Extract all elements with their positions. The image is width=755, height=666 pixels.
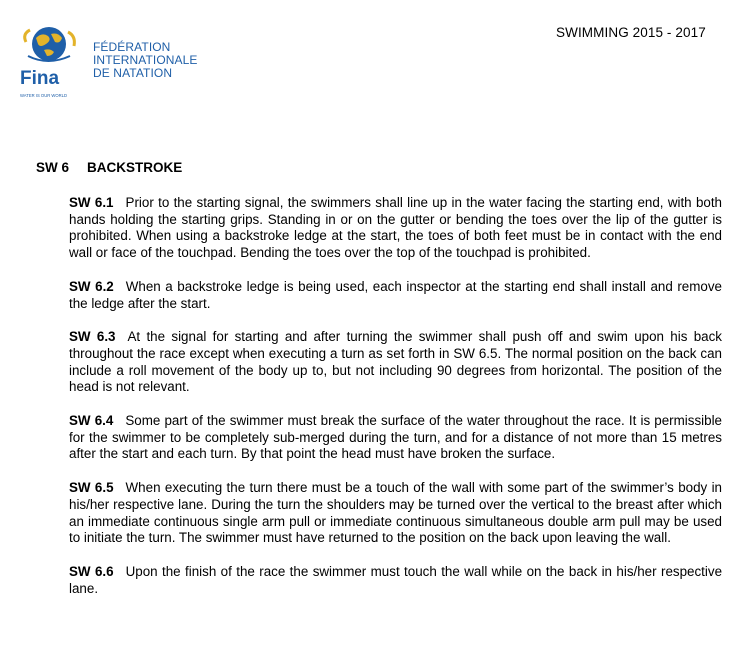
- org-name-line: FÉDÉRATION: [93, 40, 171, 54]
- rule-text: When executing the turn there must be a touch of the wall with some part of the swimmer’s body in his/her respective lane. During the turn the shoulders may be turned over the vertical to the breast after which an immediate continuous single arm pull or immediate continuous simultaneous double arm pull may be used to initiate the turn. The swimmer must have returned to the position on the back upon leaving the wall.: [69, 480, 723, 546]
- rule-id: SW 6.6: [69, 563, 114, 579]
- rule-paragraph: [69, 480, 722, 547]
- rules-list: [69, 195, 722, 614]
- rule-text: Upon the finish of the race the swimmer must touch the wall while on the back in his/her respective lane.: [69, 563, 723, 596]
- fina-logo-mark: [18, 22, 80, 100]
- rule-id: SW 6.3: [69, 329, 116, 345]
- rule-paragraph: [69, 195, 722, 262]
- logo-tagline: WATER IS OUR WORLD: [20, 93, 67, 98]
- rule-paragraph: [69, 329, 722, 396]
- section-title: BACKSTROKE: [87, 160, 183, 175]
- rule-text: At the signal for starting and after turning the swimmer shall push off and swim upon his back throughout the race except when executing a turn as set forth in SW 6.5. The normal position on the back can include a roll movement of the body up to, but not including 90 degrees from horizontal. The position of the head is not relevant.: [69, 329, 723, 395]
- section-number: SW 6: [36, 160, 70, 175]
- org-name: [93, 41, 198, 80]
- section-heading: [36, 160, 182, 175]
- globe-icon: [32, 27, 66, 61]
- rule-paragraph: [69, 564, 722, 597]
- fina-logo: [18, 22, 218, 102]
- rule-text: Prior to the starting signal, the swimmers shall line up in the water facing the starting end, with both hands holding the starting grips. Standing in or on the gutter or bending the toes over the lip of the gutter is prohibited. When using a backstroke ledge at the start, the toes of both feet must be in contact with the end wall or face of the touchpad. Bending the toes over the top of the touchpad is prohibited.: [69, 195, 723, 261]
- rule-paragraph: [69, 279, 722, 312]
- document-title: SWIMMING 2015 - 2017: [556, 25, 706, 40]
- rule-id: SW 6.5: [69, 480, 114, 496]
- rule-paragraph: [69, 413, 722, 463]
- org-name-line: DE NATATION: [93, 66, 173, 80]
- rule-id: SW 6.1: [69, 195, 114, 210]
- org-name-line: INTERNATIONALE: [93, 53, 198, 67]
- rule-text: When a backstroke ledge is being used, each inspector at the starting end shall install and remove the ledge after the start.: [69, 278, 722, 311]
- logo-word: Fina: [20, 68, 60, 89]
- rule-id: SW 6.4: [69, 413, 114, 429]
- rule-id: SW 6.2: [69, 278, 114, 294]
- rule-text: Some part of the swimmer must break the surface of the water throughout the race. It is permissible for the swimmer to be completely sub-merged during the turn, and for a distance of not more than 15 metres after the start and each turn. By that point the head must have broken the surface.: [69, 413, 723, 462]
